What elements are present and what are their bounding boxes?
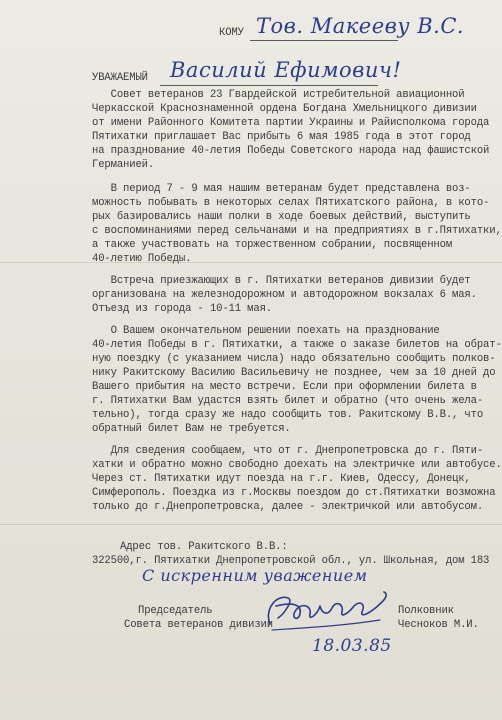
- body-line: организована на железнодорожном и автодорожном вокзалах 6 мая.: [92, 289, 477, 301]
- to-label: КОМУ: [219, 27, 244, 39]
- body-line: Совет ветеранов 23 Гвардейской истребительной авиационной: [92, 89, 465, 101]
- body-line: ную поездку (с указанием числа) надо обязательно сообщить полков-: [92, 353, 496, 365]
- body-line: можность побывать в некоторых селах Пятихатского района, в кото-: [92, 197, 490, 209]
- body-line: Вашего прибытия на место встречи. Если при оформлении билета в: [92, 381, 477, 393]
- body-line: 40-летию Победы.: [92, 253, 192, 265]
- date-handwritten: 18.03.85: [312, 636, 392, 656]
- body-line: Через ст. Пятихатки идут поезда на г.г. Киев, Одессу, Донецк,: [92, 473, 471, 485]
- body-line: Отъезд из города - 10-11 мая.: [92, 303, 273, 315]
- body-line: нику Ракитскому Василию Васильевичу не позднее, чем за 10 дней до: [92, 367, 496, 379]
- body-line: Симферополь. Поездка из г.Москвы поездом до ст.Пятихатки возможна: [92, 487, 496, 499]
- body-line: В период 7 - 9 мая нашим ветеранам будет представлена воз-: [92, 183, 471, 195]
- body-line: Германией.: [92, 159, 155, 171]
- address-label: Адрес тов. Ракитского В.В.:: [120, 541, 288, 553]
- body-line: Пятихатки приглашает Вас прибыть 6 мая 1985 года в этот город: [92, 131, 471, 143]
- salutation-handwritten: Василий Ефимович!: [170, 58, 402, 82]
- closing-handwritten: С искренним уважением: [142, 566, 368, 585]
- salutation-underline: [160, 85, 378, 86]
- body-line: только до г.Днепропетровска, далее - электричкой или автобусом.: [92, 501, 484, 513]
- body-line: на празднование 40-летия Победы Советского народа над фашистской: [92, 145, 490, 157]
- signer-title-line1: Председатель: [138, 605, 213, 617]
- body-line: рых базировались наши полки в ходе боевых действий, выступить: [92, 211, 471, 223]
- body-line: от имени Районного Комитета партии Украины и Райисполкома города: [92, 117, 490, 129]
- signer-rank: Полковник: [398, 605, 454, 617]
- paper-fold: [0, 262, 502, 263]
- signer-name: Чесноков М.И.: [398, 619, 479, 631]
- body-line: О Вашем окончательном решении поехать на празднование: [92, 325, 440, 337]
- signer-title-line2: Совета ветеранов дивизии: [124, 619, 273, 631]
- body-line: обратный билет Вам не требуется.: [92, 423, 291, 435]
- to-underline: [250, 40, 398, 41]
- paper-fold: [0, 524, 502, 525]
- body-line: Черкасской Краснознаменной ордена Богдана Хмельницкого дивизии: [92, 103, 477, 115]
- body-line: хатки и обратно можно свободно доехать на электричке или автобусе.: [92, 459, 502, 471]
- addressee-handwritten: Тов. Макееву В.С.: [256, 14, 465, 38]
- salutation-label: УВАЖАЕМЫЙ: [92, 72, 148, 84]
- body-line: тельно), тогда сразу же надо сообщить тов. Ракитскому В.В., что: [92, 409, 484, 421]
- body-line: г. Пятихатки Вам удастся взять билет и обратно (что очень жела-: [92, 395, 484, 407]
- address-value: 322500,г. Пятихатки Днепропетровской обл., ул. Школьная, дом 183: [92, 555, 490, 567]
- body-line: а также участвовать на торжественном собрании, посвященном: [92, 239, 453, 251]
- body-line: Встреча приезжающих в г. Пятихатки ветеранов дивизии будет: [92, 275, 471, 287]
- body-line: с воспоминаниями перед сельчанами и на предприятиях в г.Пятихатки,: [92, 225, 502, 237]
- body-line: 40-летия Победы в г. Пятихатки, а также о заказе билетов на обрат-: [92, 339, 502, 351]
- handwritten-signature: [262, 584, 392, 642]
- body-line: Для сведения сообщаем, что от г. Днепропетровска до г. Пяти-: [92, 445, 484, 457]
